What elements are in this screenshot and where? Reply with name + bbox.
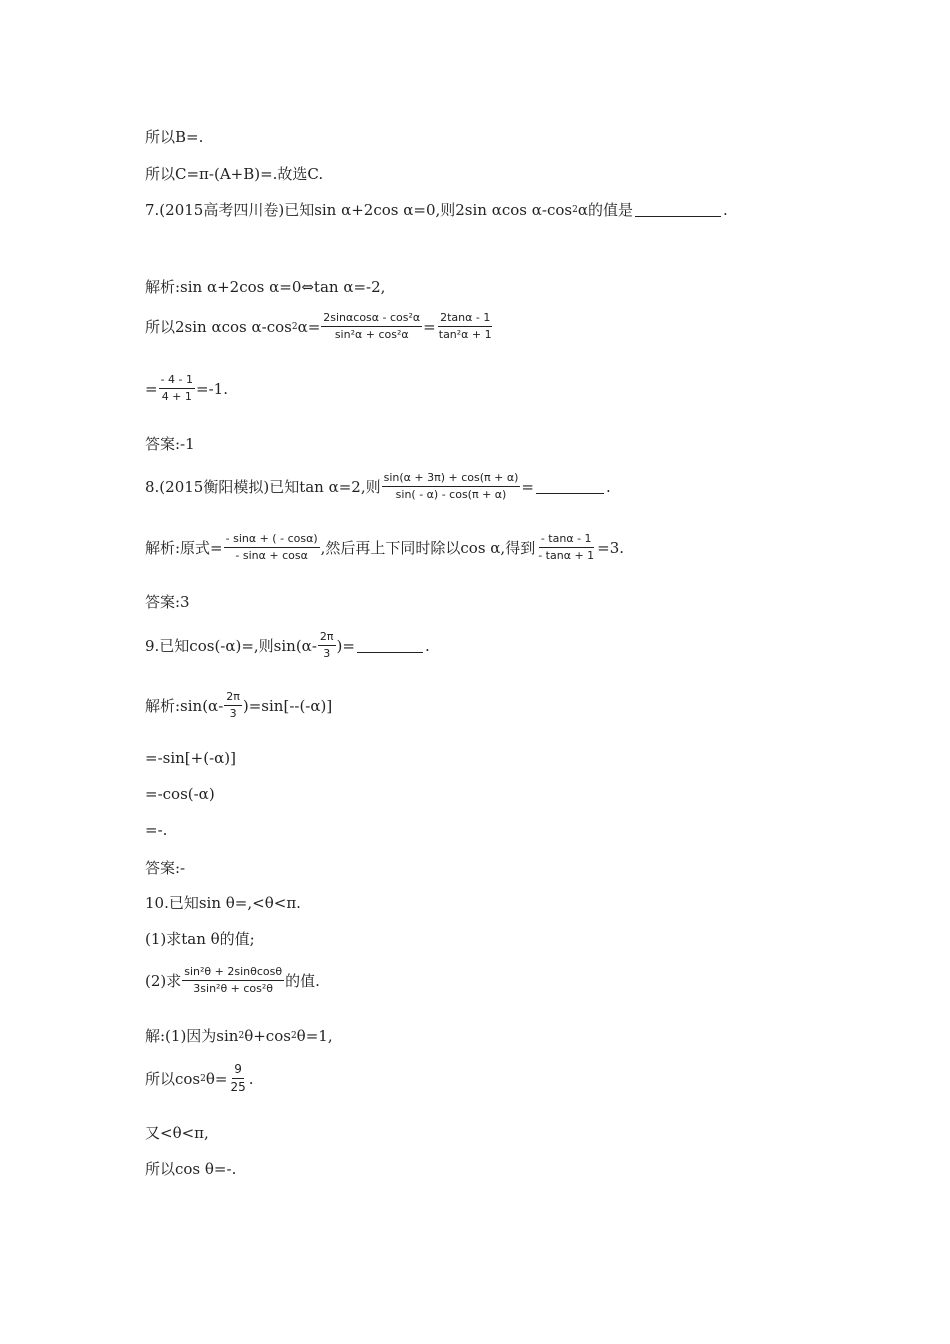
text: 8.(2015衡阳模拟)已知tan α=2,则 [145, 478, 381, 497]
text-line [145, 126, 203, 147]
solution-7-line-3 [145, 374, 228, 403]
text: α的值是 [577, 201, 633, 219]
text: =3. [597, 538, 625, 557]
fraction [159, 374, 195, 403]
text: 7.(2015高考四川卷)已知sin α+2cos α=0,则2sin αcos α-cos [145, 201, 573, 219]
text: θ= [205, 1069, 228, 1088]
denominator: tan²α + 1 [438, 328, 492, 342]
superscript: 2 [200, 1073, 206, 1084]
answer-blank [536, 479, 604, 494]
solution-10-line-3 [145, 1122, 209, 1143]
text: 解析:原式= [145, 539, 223, 558]
fraction [318, 631, 336, 660]
denominator: 4 + 1 [161, 390, 192, 404]
solution-10-line-2 [145, 1063, 254, 1094]
question-10-part-2 [145, 966, 320, 995]
text: = [423, 317, 436, 336]
text: 所以2sin αcos α-cos [145, 318, 292, 337]
text: ,然后再上下同时除以cos α,得到 [320, 539, 536, 558]
text: θ+cos [244, 1026, 291, 1045]
solution-9-line-3 [145, 785, 215, 803]
text: (1)求tan θ的值; [145, 930, 255, 948]
denominator: 3 [229, 707, 237, 721]
text: 又<θ<π, [145, 1124, 209, 1142]
solution-10-line-1 [145, 1025, 333, 1046]
text: 所以cos θ=-. [145, 1160, 237, 1178]
text: 解析:sin(α- [145, 697, 224, 716]
fraction [437, 312, 494, 341]
answer-8 [145, 591, 190, 612]
fraction [228, 1063, 247, 1094]
numerator: 2sinαcosα - cos²α [321, 312, 422, 327]
text: =-cos(-α) [145, 785, 215, 803]
text: 9.已知cos(-α)=,则sin(α- [145, 637, 317, 656]
text: = [521, 477, 534, 496]
fraction [182, 966, 284, 995]
denominator: - sinα + cosα [235, 549, 308, 563]
question-7 [145, 199, 728, 220]
text: 答案:-1 [145, 435, 195, 453]
superscript: 2 [291, 321, 298, 332]
question-8 [145, 472, 611, 501]
text: . [248, 1069, 254, 1088]
solution-8 [145, 533, 624, 562]
solution-10-line-4 [145, 1158, 236, 1179]
superscript: 2 [238, 1030, 245, 1041]
text: 所以cos [145, 1070, 201, 1089]
text: =-1. [196, 379, 228, 398]
denominator: 3sin²θ + cos²θ [193, 982, 274, 996]
text: (2)求 [145, 972, 182, 991]
text-line [145, 163, 323, 184]
fraction [321, 312, 422, 341]
numerator: 2π [318, 631, 336, 646]
text: 答案:3 [145, 593, 190, 611]
answer-blank [635, 202, 721, 217]
answer-7 [145, 433, 195, 454]
text: θ=1, [296, 1026, 333, 1045]
fraction [224, 691, 242, 720]
numerator: - 4 - 1 [159, 374, 195, 389]
text: 所以B=. [145, 128, 204, 146]
text: )=sin[--(-α)] [242, 696, 333, 715]
superscript: 2 [290, 1030, 297, 1041]
solution-9-line-2 [145, 749, 236, 767]
text: . [424, 636, 430, 655]
numerator: sin²θ + 2sinθcosθ [182, 966, 284, 981]
denominator: 3 [323, 647, 331, 661]
denominator: sin²α + cos²α [334, 328, 409, 342]
question-10-part-1 [145, 928, 255, 949]
superscript: 2 [572, 204, 578, 215]
numerator: 9 [232, 1063, 244, 1079]
text: 所以C=π-(A+B)=.故选C. [145, 165, 324, 183]
denominator: sin( - α) - cos(π + α) [395, 488, 507, 502]
text: 解:(1)因为sin [145, 1027, 239, 1045]
denominator: 25 [230, 1080, 246, 1095]
text: )= [336, 636, 355, 655]
text: 答案:- [145, 859, 186, 877]
question-10 [145, 892, 301, 913]
text: = [145, 379, 158, 398]
fraction [224, 533, 320, 562]
answer-9 [145, 857, 185, 878]
text: =-. [145, 821, 168, 839]
solution-9-line-4 [145, 821, 167, 839]
answer-blank [357, 638, 423, 653]
fraction [536, 533, 596, 562]
solution-9-line-1 [145, 691, 332, 720]
solution-7-line-1 [145, 276, 385, 297]
text: . [606, 477, 611, 496]
solution-7-line-2 [145, 312, 495, 341]
text: 解析:sin α+2cos α=0⇔tan α=-2, [145, 278, 386, 296]
numerator: sin(α + 3π) + cos(π + α) [382, 472, 521, 487]
text: 10.已知sin θ=,<θ<π. [145, 894, 301, 912]
text: α= [297, 317, 321, 336]
numerator: 2π [224, 691, 242, 706]
question-9 [145, 631, 430, 660]
fraction [382, 472, 521, 501]
text: 的值. [285, 972, 320, 991]
text: =-sin[+(-α)] [145, 749, 236, 767]
denominator: - tanα + 1 [538, 549, 595, 563]
numerator: - tanα - 1 [539, 533, 594, 548]
numerator: - sinα + ( - cosα) [224, 533, 320, 548]
numerator: 2tanα - 1 [438, 312, 492, 327]
text: . [722, 200, 728, 219]
